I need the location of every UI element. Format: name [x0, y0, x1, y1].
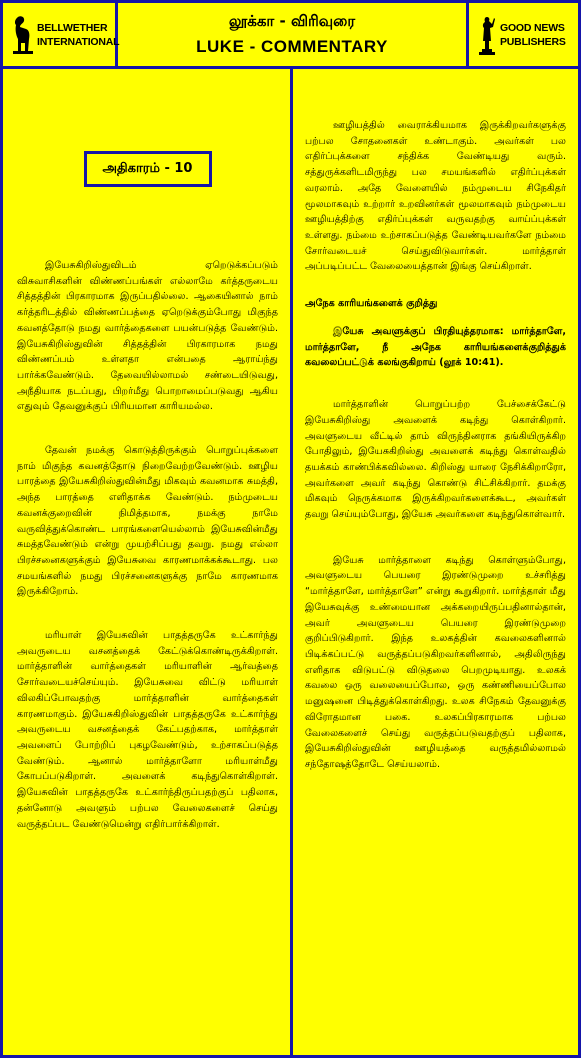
statue-silhouette-icon	[477, 15, 497, 55]
left-column	[3, 69, 293, 1055]
goodnews-line1: GOOD NEWS	[500, 22, 565, 34]
goodnews-line2: PUBLISHERS	[500, 36, 566, 48]
right-column	[293, 69, 578, 1055]
right-paragraph-3: இயேசு மார்த்தாளை கடிந்து கொள்ளும்போது, அவளுடைய பெயரை இரண்டுமுறை உச்சரித்து “மார்த்தாளே, மார்த்தாளே” என்று கூறுகிறார். மார்த்தாள் மீது இயேசுவுக்கு உண்மையான அக்கறையிருப்பதினால்தான், அவர் அவளுடைய பெயரை இரண்டுமுறை குறிப்பிடுகிறார். இந்த உலகத்தின் கவலைகளினால் பிடிக்கப்பட்டு வருத்தப்படுகிறவர்களினால், அதிலிருந்து எளிதாக விடுபட்டு விடுதலை பெறமுடியாது. உலகக் கவலை ஒரு வலையைப்போல, ஒரு கண்ணியைப்போல மனுஷனை பிடித்துக்கொள்கிறது. உலக சிநேகம் தேவனுக்கு விரோதமான பகை. உலகப்பிரகாரமாக பற்பல வேலைகளைச் செய்து வருத்தப்படுவதற்குப் பதிலாக, இயேசுகிறிஸ்துவின் ஊழியத்தை வருத்தமில்லாமல் சந்தோஷத்தோடே செய்யலாம்.	[305, 554, 566, 770]
title-tamil: லூக்கா - விரிவுரை	[228, 12, 356, 30]
good-news-logo	[466, 3, 578, 66]
left-paragraph-3: மரியாள் இயேசுவின் பாதத்தருகே உட்கார்ந்து அவருடைய வசனத்தைக் கேட்டுக்கொண்டிருக்கிறாள். மார்த்தாளின் வார்த்தைகள் மரியாளின் ஆர்வத்தை சோர்வடையச்செய்யும். இயேசுவை விட்டு மரியாள் விலகிப்போவதற்கு மார்த்தாளின் வார்த்தைகள் காரணமாகும். இயேசுகிறிஸ்துவின் பாதத்தருகே உட்கார்ந்து அவருடைய வசனத்தைக் கேட்பதற்காக, மார்த்தாள் அவளைப் போற்றிப் புகழவேண்டும், உற்சாகப்படுத்த வேண்டும். ஆனால் மார்த்தாளோ மரியாள்மீது கோபப்படுகிறாள். அவளைக் கடிந்துகொள்கிறாள். இயேசுவின் பாதத்தருகே உட்கார்ந்திருப்பதற்குப் பதிலாக, தன்னோடு அவளும் பற்பல வேலைகளைச் செய்து வருத்தப்பட வேண்டுமென்று எதிர்பார்க்கிறாள்.	[17, 630, 278, 830]
section-heading: அநேக காரியங்களைக் குறித்து	[305, 298, 438, 310]
header-title-block	[118, 3, 466, 66]
left-paragraph-2: தேவன் நமக்கு கொடுத்திருக்கும் பொறுப்புக்களை நாம் மிகுந்த கவனத்தோடு நிறைவேற்றவேண்டும். ஊழிய பாரத்தை இயேசுகிறிஸ்துவின்மீது மிகவும் கவனமாக சுமத்தி, அந்த பாரத்தை எளிதாக்க வேண்டும். நம்முடைய கவனக்குறைவின் நிமித்தமாக, நமக்கு நாமே வருவித்துக்கொண்ட பாரங்களையெல்லாம் இயேசுவின்மீது சுமத்தவேண்டும் என்று முயற்சிப்பது தவறு. நமது எல்லா பிரச்சனைகளுக்கும் இயேசுவை காரணமாக்கக்கூடாது. பல சமயங்களில் நமது பிரச்சனைகளுக்கு நாமே காரணமாக இருக்கிறோம்.	[17, 445, 278, 598]
scripture-quote: இயேசு அவளுக்குப் பிரதியுத்தரமாக: மார்த்தாளே, மார்த்தாளே, நீ அநேக காரியங்களைக்குறித்துக் கவலைப்பட்டுக் கலங்குகிறாய் (லூக் 10:41).	[305, 326, 566, 369]
chapter-box	[84, 151, 212, 187]
goat-silhouette-icon	[12, 15, 34, 55]
right-paragraph-top: ஊழியத்தில் வைராக்கியமாக இருக்கிறவர்களுக்கு பற்பல சோதனைகள் உண்டாகும். அவர்கள் பல எதிர்ப்புக்களை சந்திக்க வேண்டியது வரும். சத்துருக்களிடமிருந்து பல சமயங்களில் எதிர்ப்புக்கள் வரலாம். அதே வேளையில் நம்முடைய சிநேகிதர் மூலமாகவும் உற்றார் உறவினர்கள் மூலமாகவும் நம்முடைய ஊழியத்திற்கு எதிர்ப்புக்கள் வருவதற்கு வாய்ப்புக்கள் உள்ளது. நம்மை உற்சாகப்படுத்த வேண்டியவர்களே நம்மை சோர்வடையச் செய்துவிடுவார்கள். மார்த்தாள் அப்படிப்பட்ட வேலையைத்தான் இங்கு செய்கிறாள்.	[305, 120, 566, 273]
title-english: LUKE - COMMENTARY	[196, 37, 388, 56]
bellwether-logo	[3, 3, 118, 66]
left-paragraph-1: இயேசுகிறிஸ்துவிடம் ஏறெடுக்கப்படும் விசுவாசிகளின் விண்ணப்பங்கள் எல்லாமே கர்த்தருடைய சித்தத்தின் பிரகாரமாக இருப்பதில்லை. ஆகையினால் நாம் கர்த்தரிடத்தில் விண்ணப்பத்தை ஏறெடுக்கும்போது மிகுந்த கவனத்தோடு நமது வார்த்தைகளை பயன்படுத்த வேண்டும். இயேசுகிறிஸ்துவின் சித்தத்தின் பிரகாரமாக நமது விண்ணப்பம் உள்ளதா என்பதை ஆராய்ந்து பார்க்கவேண்டும். தேவையில்லாமல் சண்டையிடுவது, அநீதியாக நடப்பது, பிறர்மீது பொறாமைப்படுவது ஆகிய எதுவும் தேவனுக்குப் பிரியமான காரியமல்ல.	[17, 260, 278, 413]
page-header	[3, 3, 578, 69]
right-paragraph-2: மார்த்தாளின் பொறுப்பற்ற பேச்சைக்கேட்டு இயேசுகிறிஸ்து அவளைக் கடிந்து கொள்கிறார். அவளுடைய வீட்டில் தாம் விருந்தினராக தங்கியிருக்கிற போதிலும், இயேசுகிறிஸ்து அவளைக் கடிந்து கொள்வதில் தயக்கம் காண்பிக்கவில்லை. கிறிஸ்து யாரை நேசிக்கிறாரோ, அவர்களை அவர் கடிந்து கொண்டு சிட்சிக்கிறார். தமக்கு மிகவும் நெருக்கமாக இருக்கிறவர்களைக்கூட, அவர்கள் தவறு செய்யும்போது, இயேசு அவர்களை கடிந்துகொள்வார்.	[305, 399, 566, 521]
bellwether-line1: BELLWETHER	[37, 22, 108, 34]
chapter-title: அதிகாரம் - 10	[102, 161, 193, 176]
bellwether-line2: INTERNATIONAL	[37, 36, 120, 48]
